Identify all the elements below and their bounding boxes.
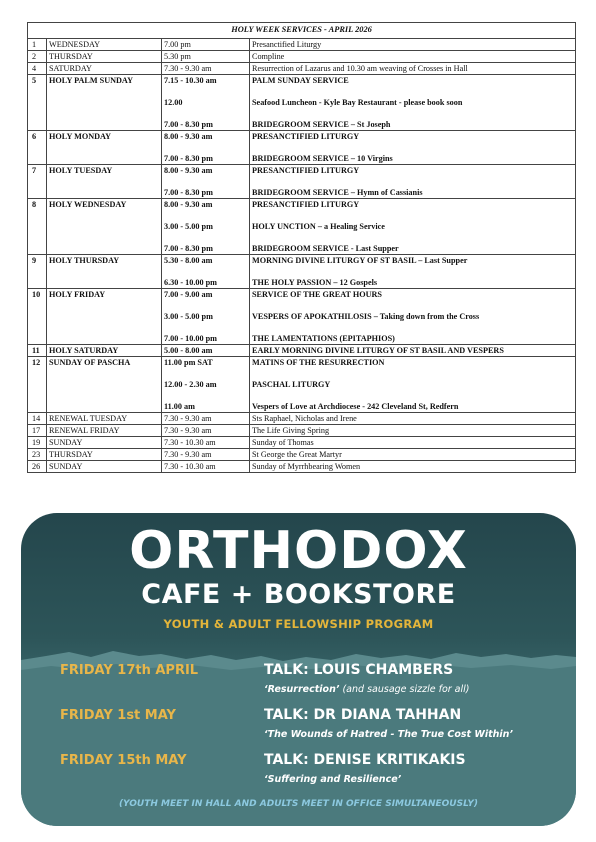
row-day: HOLY MONDAY — [47, 131, 162, 165]
holy-week-schedule-table — [27, 22, 576, 473]
row-services — [250, 75, 576, 131]
service-time: 6.30 - 10.00 pm — [164, 278, 217, 287]
row-services — [250, 255, 576, 289]
service-description: PRESANCTIFIED LITURGY — [252, 166, 360, 175]
row-date-number: 17 — [28, 425, 47, 437]
schedule-row — [28, 131, 576, 165]
row-services — [250, 437, 576, 449]
row-day: HOLY PALM SUNDAY — [47, 75, 162, 131]
service-description: THE HOLY PASSION – 12 Gospels — [252, 278, 378, 287]
event-subtitle — [264, 684, 469, 695]
service-description: Sunday of Thomas — [252, 438, 314, 447]
row-times — [162, 449, 250, 461]
row-times — [162, 413, 250, 425]
row-day: SUNDAY — [47, 461, 162, 473]
row-times — [162, 39, 250, 51]
row-date-number: 6 — [28, 131, 47, 165]
service-time: 7.30 - 9.30 am — [164, 64, 212, 73]
row-date-number: 12 — [28, 357, 47, 413]
row-day: RENEWAL FRIDAY — [47, 425, 162, 437]
brand-title: ORTHODOX — [129, 521, 468, 581]
service-time: 7.30 - 10.30 am — [164, 438, 216, 447]
service-description: PRESANCTIFIED LITURGY — [252, 200, 360, 209]
row-date-number: 4 — [28, 63, 47, 75]
event-talk: TALK: DENISE KRITIKAKIS — [264, 752, 466, 768]
service-description: Vespers of Love at Archdiocese - 242 Cleveland St, Redfern — [252, 402, 459, 411]
row-services — [250, 425, 576, 437]
row-date-number: 10 — [28, 289, 47, 345]
schedule-row — [28, 345, 576, 357]
schedule-row — [28, 63, 576, 75]
row-times — [162, 289, 250, 345]
schedule-row — [28, 449, 576, 461]
service-time: 5.00 - 8.00 am — [164, 346, 213, 355]
row-day: HOLY FRIDAY — [47, 289, 162, 345]
row-day: RENEWAL TUESDAY — [47, 413, 162, 425]
service-description: Seafood Luncheon - Kyle Bay Restaurant - please book soon — [252, 98, 463, 107]
service-time: 3.00 - 5.00 pm — [164, 312, 213, 321]
service-description: Sunday of Myrrhbearing Women — [252, 462, 361, 471]
service-description: PALM SUNDAY SERVICE — [252, 76, 349, 85]
event-date: FRIDAY 1st MAY — [60, 708, 176, 723]
service-description: Compline — [252, 52, 285, 61]
service-description: EARLY MORNING DIVINE LITURGY OF ST BASIL AND VESPERS — [252, 346, 504, 355]
service-time: 8.00 - 9.30 am — [164, 166, 213, 175]
row-date-number: 2 — [28, 51, 47, 63]
row-date-number: 1 — [28, 39, 47, 51]
row-date-number: 14 — [28, 413, 47, 425]
cafe-bookstore-banner — [21, 513, 576, 826]
row-day: THURSDAY — [47, 449, 162, 461]
service-description: MATINS OF THE RESURRECTION — [252, 358, 385, 367]
row-times — [162, 425, 250, 437]
service-description: Resurrection of Lazarus and 10.30 am weaving of Crosses in Hall — [252, 64, 468, 73]
service-description: Presanctified Liturgy — [252, 40, 322, 49]
row-services — [250, 199, 576, 255]
event-subtitle-note: (and sausage sizzle for all) — [339, 684, 470, 695]
row-date-number: 11 — [28, 345, 47, 357]
row-times — [162, 75, 250, 131]
schedule-body — [28, 39, 576, 473]
event-talk: TALK: DR DIANA TAHHAN — [264, 707, 462, 723]
schedule-row — [28, 461, 576, 473]
schedule-row — [28, 199, 576, 255]
row-date-number: 5 — [28, 75, 47, 131]
service-description: The Life Giving Spring — [252, 426, 330, 435]
service-time: 7.00 - 8.30 pm — [164, 188, 213, 197]
row-times — [162, 255, 250, 289]
row-services — [250, 39, 576, 51]
service-description: Sts Raphael, Nicholas and Irene — [252, 414, 357, 423]
service-description: MORNING DIVINE LITURGY OF ST BASIL – Last Supper — [252, 256, 468, 265]
event-subtitle-title: ‘The Wounds of Hatred - The True Cost Within’ — [264, 729, 514, 740]
schedule-row — [28, 51, 576, 63]
event-subtitle — [264, 729, 513, 740]
program-title: YOUTH & ADULT FELLOWSHIP PROGRAM — [163, 617, 434, 631]
row-services — [250, 461, 576, 473]
service-time: 12.00 — [164, 98, 183, 107]
row-services — [250, 63, 576, 75]
row-times — [162, 357, 250, 413]
row-services — [250, 345, 576, 357]
row-date-number: 9 — [28, 255, 47, 289]
service-time: 8.00 - 9.30 am — [164, 132, 213, 141]
service-time: 8.00 - 9.30 am — [164, 200, 213, 209]
service-description: SERVICE OF THE GREAT HOURS — [252, 290, 382, 299]
service-time: 7.00 pm — [164, 40, 191, 49]
service-time: 7.30 - 9.30 am — [164, 414, 212, 423]
service-description: PRESANCTIFIED LITURGY — [252, 132, 360, 141]
service-time: 7.00 - 8.30 pm — [164, 244, 213, 253]
row-date-number: 23 — [28, 449, 47, 461]
schedule-row — [28, 289, 576, 345]
service-time: 5.30 pm — [164, 52, 191, 61]
row-day: THURSDAY — [47, 51, 162, 63]
schedule-row — [28, 357, 576, 413]
schedule-row — [28, 425, 576, 437]
event-date: FRIDAY 15th MAY — [60, 753, 187, 768]
service-time: 7.30 - 10.30 am — [164, 462, 216, 471]
row-day: WEDNESDAY — [47, 39, 162, 51]
service-description: St George the Great Martyr — [252, 450, 342, 459]
service-time: 7.00 - 8.30 pm — [164, 120, 213, 129]
service-time: 3.00 - 5.00 pm — [164, 222, 213, 231]
row-day: HOLY WEDNESDAY — [47, 199, 162, 255]
row-times — [162, 51, 250, 63]
schedule-row — [28, 255, 576, 289]
event-talk: TALK: LOUIS CHAMBERS — [264, 662, 454, 678]
service-time: 12.00 - 2.30 am — [164, 380, 217, 389]
row-date-number: 7 — [28, 165, 47, 199]
event-date: FRIDAY 17th APRIL — [60, 663, 199, 678]
service-time: 5.30 - 8.00 am — [164, 256, 213, 265]
service-time: 7.15 - 10.30 am — [164, 76, 217, 85]
row-day: HOLY TUESDAY — [47, 165, 162, 199]
event-subtitle-title: ‘Suffering and Resilience’ — [264, 774, 402, 785]
row-times — [162, 437, 250, 449]
service-description: BRIDEGROOM SERVICE – Hymn of Cassianis — [252, 188, 423, 197]
service-description: BRIDEGROOM SERVICE – St Joseph — [252, 120, 391, 129]
row-times — [162, 165, 250, 199]
service-time: 11.00 am — [164, 402, 195, 411]
service-description: HOLY UNCTION – a Healing Service — [252, 222, 385, 231]
row-times — [162, 199, 250, 255]
row-services — [250, 131, 576, 165]
service-time: 7.00 - 10.00 pm — [164, 334, 217, 343]
schedule-row — [28, 75, 576, 131]
service-description: BRIDEGROOM SERVICE - Last Supper — [252, 244, 399, 253]
service-time: 7.30 - 9.30 am — [164, 426, 212, 435]
service-time: 11.00 pm SAT — [164, 358, 213, 367]
row-times — [162, 131, 250, 165]
schedule-row — [28, 437, 576, 449]
row-date-number: 26 — [28, 461, 47, 473]
row-services — [250, 289, 576, 345]
row-times — [162, 63, 250, 75]
service-time: 7.30 - 9.30 am — [164, 450, 212, 459]
service-description: VESPERS OF APOKATHILOSIS – Taking down from the Cross — [252, 312, 480, 321]
row-day: HOLY SATURDAY — [47, 345, 162, 357]
row-day: HOLY THURSDAY — [47, 255, 162, 289]
row-services — [250, 449, 576, 461]
row-day: SUNDAY — [47, 437, 162, 449]
schedule-row — [28, 413, 576, 425]
row-times — [162, 461, 250, 473]
row-services — [250, 165, 576, 199]
row-date-number: 8 — [28, 199, 47, 255]
event-subtitle — [264, 774, 401, 785]
meeting-footnote: (YOUTH MEET IN HALL AND ADULTS MEET IN OFFICE SIMULTANEOUSLY) — [118, 799, 479, 809]
row-day: SUNDAY OF PASCHA — [47, 357, 162, 413]
row-services — [250, 413, 576, 425]
schedule-row — [28, 165, 576, 199]
schedule-title: HOLY WEEK SERVICES - APRIL 2026 — [28, 23, 576, 39]
schedule-row — [28, 39, 576, 51]
row-times — [162, 345, 250, 357]
row-day: SATURDAY — [47, 63, 162, 75]
service-time: 7.00 - 9.00 am — [164, 290, 213, 299]
brand-subtitle: CAFE + BOOKSTORE — [141, 579, 456, 610]
row-date-number: 19 — [28, 437, 47, 449]
service-description: THE LAMENTATIONS (EPITAPHIOS) — [252, 334, 395, 343]
row-services — [250, 51, 576, 63]
service-description: BRIDEGROOM SERVICE – 10 Virgins — [252, 154, 393, 163]
row-services — [250, 357, 576, 413]
service-description: PASCHAL LITURGY — [252, 380, 331, 389]
service-time: 7.00 - 8.30 pm — [164, 154, 213, 163]
event-subtitle-title: ‘Resurrection’ — [264, 684, 340, 695]
